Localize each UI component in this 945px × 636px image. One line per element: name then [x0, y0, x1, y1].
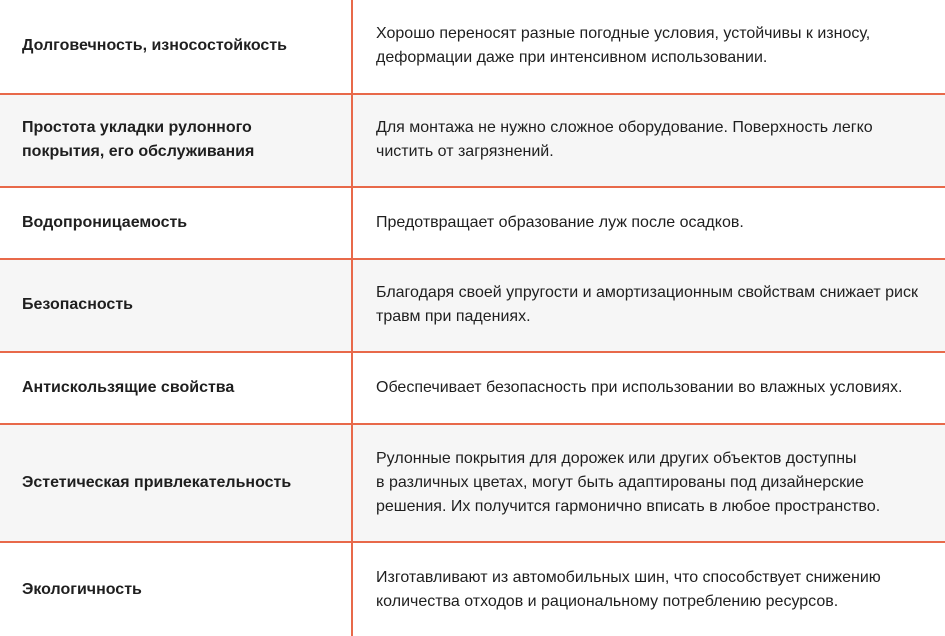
table-row: [0, 352, 945, 423]
table-row: [0, 542, 945, 636]
property-description: Изготавливают из автомобильных шин, что способствует снижению количества отходов и рациональному потреблению ресурсов.: [352, 542, 945, 636]
property-name: Эстетическая привлекательность: [0, 424, 352, 543]
property-description: Благодаря своей упругости и амортизационным свойствам снижает риск травм при падениях.: [352, 259, 945, 353]
table-row: [0, 94, 945, 188]
property-name: Водопроницаемость: [0, 187, 352, 258]
property-description: Хорошо переносят разные погодные условия, устойчивы к износу, деформации даже при интенсивном использовании.: [352, 0, 945, 94]
table-row: [0, 187, 945, 258]
property-name: Простота укладки рулонного покрытия, его обслуживания: [0, 94, 352, 188]
table-row: [0, 424, 945, 543]
property-name: Антискользящие свойства: [0, 352, 352, 423]
property-description: Обеспечивает безопасность при использовании во влажных условиях.: [352, 352, 945, 423]
property-name: Экологичность: [0, 542, 352, 636]
property-name: Безопасность: [0, 259, 352, 353]
property-description: Для монтажа не нужно сложное оборудование. Поверхность легко чистить от загрязнений.: [352, 94, 945, 188]
property-description: Предотвращает образование луж после осадков.: [352, 187, 945, 258]
table-row: [0, 0, 945, 94]
table-row: [0, 259, 945, 353]
property-name: Долговечность, износостойкость: [0, 0, 352, 94]
property-description: Рулонные покрытия для дорожек или других объектов доступны в различных цветах, могут быть адаптированы под дизайнерские решения. Их получится гармонично вписать в любое пространство.: [352, 424, 945, 543]
